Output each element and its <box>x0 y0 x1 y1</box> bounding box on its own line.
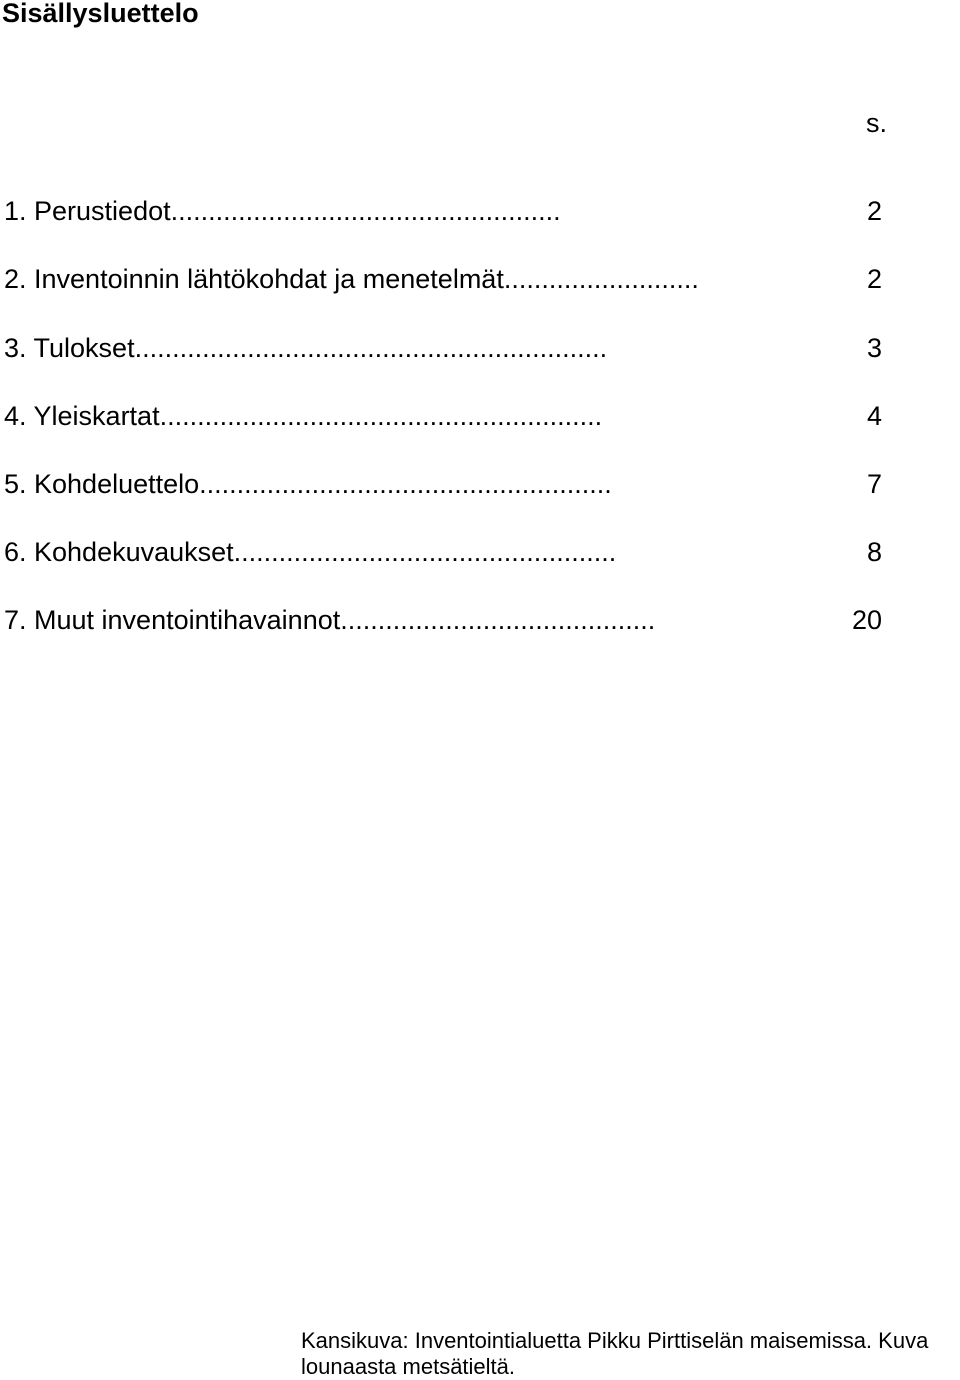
toc-entry-5: 5. Kohdeluettelo....................................................... <box>4 469 612 499</box>
toc-entry-1: 1. Perustiedot.................................................... <box>4 196 561 226</box>
toc-entry-4: 4. Yleiskartat........................................................... <box>4 401 603 431</box>
toc-entry-2: 2. Inventoinnin lähtökohdat ja menetelmät.......................... <box>4 264 699 294</box>
toc-page-3: 3 <box>866 333 882 363</box>
toc-page-2: 2 <box>866 264 882 294</box>
toc-page-1: 2 <box>866 196 882 226</box>
toc-page-7: 20 <box>851 605 882 635</box>
toc-entry-7: 7. Muut inventointihavainnot.......................................... <box>4 605 656 635</box>
toc-entry-3: 3. Tulokset............................................................... <box>4 333 608 363</box>
toc-page-5: 7 <box>866 469 882 499</box>
toc-heading: Sisällysluettelo <box>2 0 199 28</box>
toc-entry-6: 6. Kohdekuvaukset................................................... <box>4 537 617 567</box>
toc-page-4: 4 <box>866 401 882 431</box>
toc-page-6: 8 <box>866 537 882 567</box>
cover-image-caption: Kansikuva: Inventointialuetta Pikku Pirttiselän maisemissa. Kuva lounaasta metsätieltä. <box>301 1328 929 1379</box>
page-column-label: s. <box>866 108 888 138</box>
